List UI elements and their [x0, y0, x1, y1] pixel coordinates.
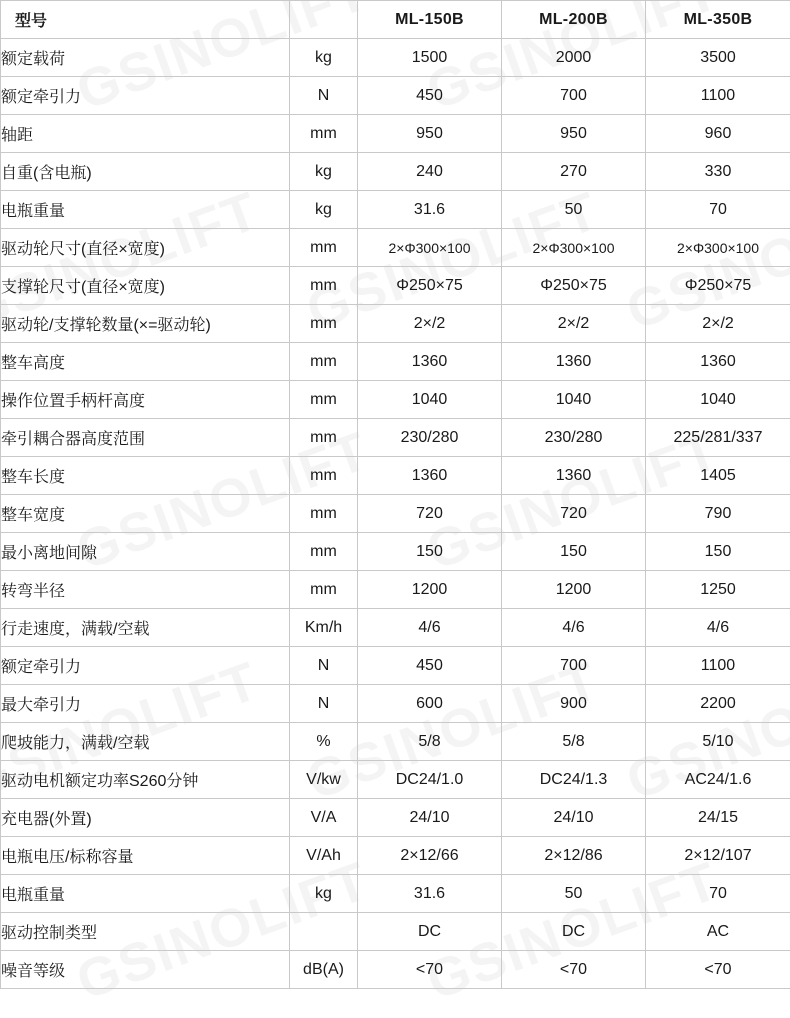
table-row [1, 457, 790, 495]
spec-value: Φ250×75 [646, 267, 790, 305]
spec-value: 900 [502, 685, 646, 723]
table-row [1, 115, 790, 153]
table-row [1, 685, 790, 723]
spec-value: 720 [358, 495, 502, 533]
spec-name: 支撑轮尺寸(直径×宽度) [1, 267, 290, 305]
spec-unit: N [290, 647, 358, 685]
spec-value: 950 [358, 115, 502, 153]
spec-unit: mm [290, 267, 358, 305]
table-row [1, 609, 790, 647]
spec-name: 额定牵引力 [1, 647, 290, 685]
table-row [1, 419, 790, 457]
spec-name: 整车高度 [1, 343, 290, 381]
table-row [1, 723, 790, 761]
spec-name: 操作位置手柄杆高度 [1, 381, 290, 419]
spec-name: 牵引耦合器高度范围 [1, 419, 290, 457]
spec-value: DC24/1.0 [358, 761, 502, 799]
spec-value: DC [502, 913, 646, 951]
header-model-3: ML-350B [646, 1, 790, 39]
spec-value: 1100 [646, 77, 790, 115]
spec-name: 转弯半径 [1, 571, 290, 609]
spec-value: 450 [358, 77, 502, 115]
spec-value: 2×/2 [646, 305, 790, 343]
spec-value: 2×12/66 [358, 837, 502, 875]
table-row [1, 913, 790, 951]
spec-name: 额定牵引力 [1, 77, 290, 115]
spec-value: 31.6 [358, 875, 502, 913]
spec-value: 70 [646, 191, 790, 229]
spec-value: 50 [502, 191, 646, 229]
spec-name: 驱动轮/支撑轮数量(×=驱动轮) [1, 305, 290, 343]
spec-value: 4/6 [646, 609, 790, 647]
spec-value: 2200 [646, 685, 790, 723]
spec-value: 225/281/337 [646, 419, 790, 457]
spec-unit: V/Ah [290, 837, 358, 875]
spec-value: 5/8 [358, 723, 502, 761]
table-row [1, 761, 790, 799]
spec-name: 轴距 [1, 115, 290, 153]
table-row [1, 533, 790, 571]
header-model-2: ML-200B [502, 1, 646, 39]
spec-value: 960 [646, 115, 790, 153]
spec-value: 330 [646, 153, 790, 191]
spec-name: 电瓶重量 [1, 875, 290, 913]
spec-value: 31.6 [358, 191, 502, 229]
spec-value: Φ250×75 [502, 267, 646, 305]
spec-value: 700 [502, 77, 646, 115]
spec-value: 700 [502, 647, 646, 685]
table-row [1, 875, 790, 913]
spec-unit: mm [290, 229, 358, 267]
spec-value: 230/280 [502, 419, 646, 457]
table-row [1, 77, 790, 115]
header-model-label: 型号 [1, 1, 290, 39]
spec-name: 自重(含电瓶) [1, 153, 290, 191]
spec-value: 1360 [358, 343, 502, 381]
spec-value: DC [358, 913, 502, 951]
spec-value: 50 [502, 875, 646, 913]
spec-unit: mm [290, 115, 358, 153]
spec-unit: N [290, 77, 358, 115]
spec-name: 额定载荷 [1, 39, 290, 77]
spec-value: 1040 [358, 381, 502, 419]
table-row [1, 39, 790, 77]
spec-value: 600 [358, 685, 502, 723]
spec-value: 1200 [502, 571, 646, 609]
spec-unit: mm [290, 343, 358, 381]
spec-value: 5/8 [502, 723, 646, 761]
spec-name: 爬坡能力，满载/空载 [1, 723, 290, 761]
spec-value: 24/15 [646, 799, 790, 837]
spec-value: 2×Φ300×100 [646, 229, 790, 267]
spec-value: 150 [646, 533, 790, 571]
table-row [1, 647, 790, 685]
table-row [1, 343, 790, 381]
spec-unit: kg [290, 39, 358, 77]
spec-unit: Km/h [290, 609, 358, 647]
spec-value: 2×Φ300×100 [358, 229, 502, 267]
spec-name: 整车长度 [1, 457, 290, 495]
table-row [1, 571, 790, 609]
header-unit-label [290, 1, 358, 39]
spec-unit: V/A [290, 799, 358, 837]
spec-value: 24/10 [358, 799, 502, 837]
table-row [1, 305, 790, 343]
spec-unit: mm [290, 305, 358, 343]
spec-value: 4/6 [502, 609, 646, 647]
spec-unit: % [290, 723, 358, 761]
spec-value: 1360 [502, 343, 646, 381]
spec-unit: V/kw [290, 761, 358, 799]
spec-name: 最小离地间隙 [1, 533, 290, 571]
spec-name: 电瓶重量 [1, 191, 290, 229]
spec-value: 720 [502, 495, 646, 533]
table-row [1, 381, 790, 419]
spec-name: 驱动控制类型 [1, 913, 290, 951]
spec-value: 2×12/107 [646, 837, 790, 875]
spec-value: 70 [646, 875, 790, 913]
spec-value: 2×/2 [358, 305, 502, 343]
spec-name: 行走速度，满载/空载 [1, 609, 290, 647]
spec-name: 整车宽度 [1, 495, 290, 533]
spec-unit: mm [290, 381, 358, 419]
spec-value: 1040 [646, 381, 790, 419]
spec-unit: dB(A) [290, 951, 358, 989]
spec-value: 2000 [502, 39, 646, 77]
spec-value: 4/6 [358, 609, 502, 647]
spec-value: 150 [502, 533, 646, 571]
spec-value: <70 [358, 951, 502, 989]
spec-value: 5/10 [646, 723, 790, 761]
spec-value: 1500 [358, 39, 502, 77]
spec-value: 1040 [502, 381, 646, 419]
table-row [1, 495, 790, 533]
spec-value: Φ250×75 [358, 267, 502, 305]
spec-value: 150 [358, 533, 502, 571]
table-row [1, 267, 790, 305]
spec-value: 230/280 [358, 419, 502, 457]
spec-value: 2×/2 [502, 305, 646, 343]
table-row [1, 799, 790, 837]
spec-unit: mm [290, 571, 358, 609]
spec-name: 电瓶电压/标称容量 [1, 837, 290, 875]
spec-name: 噪音等级 [1, 951, 290, 989]
spec-value: AC [646, 913, 790, 951]
spec-value: 270 [502, 153, 646, 191]
spec-value: 1360 [502, 457, 646, 495]
table-row [1, 153, 790, 191]
spec-value: 1360 [646, 343, 790, 381]
spec-value: 24/10 [502, 799, 646, 837]
spec-unit: mm [290, 495, 358, 533]
table-row [1, 229, 790, 267]
spec-name: 充电器(外置) [1, 799, 290, 837]
spec-value: 790 [646, 495, 790, 533]
spec-name: 最大牵引力 [1, 685, 290, 723]
table-row [1, 951, 790, 989]
spec-unit: mm [290, 419, 358, 457]
spec-unit [290, 913, 358, 951]
spec-unit: N [290, 685, 358, 723]
spec-value: 240 [358, 153, 502, 191]
spec-value: 2×12/86 [502, 837, 646, 875]
spec-value: <70 [646, 951, 790, 989]
spec-value: 450 [358, 647, 502, 685]
spec-value: 2×Φ300×100 [502, 229, 646, 267]
table-header [1, 1, 790, 39]
spec-value: 1250 [646, 571, 790, 609]
spec-value: 3500 [646, 39, 790, 77]
spec-value: 1405 [646, 457, 790, 495]
header-model-1: ML-150B [358, 1, 502, 39]
table-body [1, 39, 790, 989]
spec-name: 驱动轮尺寸(直径×宽度) [1, 229, 290, 267]
spec-unit: kg [290, 875, 358, 913]
table-row [1, 837, 790, 875]
spec-value: 1200 [358, 571, 502, 609]
spec-value: 1100 [646, 647, 790, 685]
spec-name: 驱动电机额定功率S260分钟 [1, 761, 290, 799]
spec-value: DC24/1.3 [502, 761, 646, 799]
table-row [1, 191, 790, 229]
spec-value: 950 [502, 115, 646, 153]
spec-unit: kg [290, 191, 358, 229]
header-row [1, 1, 790, 39]
spec-value: 1360 [358, 457, 502, 495]
spec-unit: kg [290, 153, 358, 191]
spec-value: <70 [502, 951, 646, 989]
spec-unit: mm [290, 533, 358, 571]
spec-unit: mm [290, 457, 358, 495]
spec-value: AC24/1.6 [646, 761, 790, 799]
